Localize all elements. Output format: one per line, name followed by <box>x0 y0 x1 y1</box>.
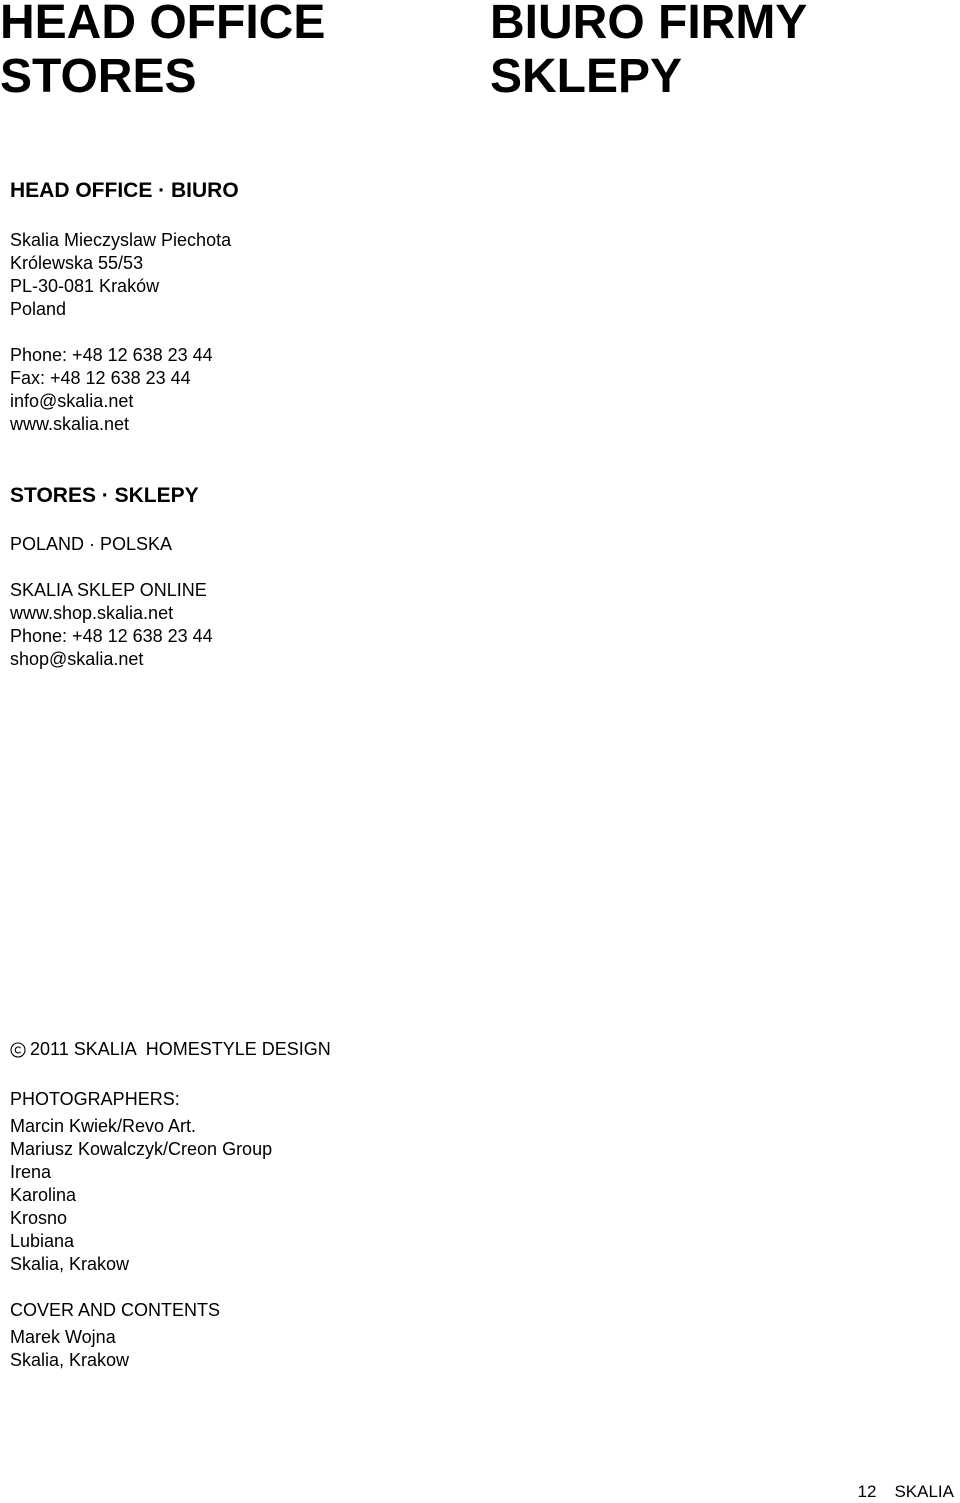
stores-title: STORES · SKLEPY <box>10 484 199 507</box>
online-store-email-link[interactable]: shop@skalia.net <box>10 649 144 669</box>
heading-polish <box>490 0 807 104</box>
photographer-item: Karolina <box>10 1185 77 1205</box>
copyright-notice <box>10 1038 331 1061</box>
cover-credit-item: Marek Wojna <box>10 1327 116 1347</box>
copyright-icon <box>10 1042 26 1058</box>
office-fax: Fax: +48 12 638 23 44 <box>10 368 191 388</box>
heading-pl-line-1: BIURO FIRMY <box>490 0 808 49</box>
online-store-phone: Phone: +48 12 638 23 44 <box>10 626 213 646</box>
head-office-title: HEAD OFFICE · BIURO <box>10 179 239 202</box>
heading-pl-line-2: SKLEPY <box>490 50 683 103</box>
office-email-link[interactable]: info@skalia.net <box>10 391 134 411</box>
copyright-text: 2011 SKALIA HOMESTYLE DESIGN <box>30 1039 331 1059</box>
heading-english <box>0 0 325 104</box>
page-footer <box>858 1481 954 1503</box>
photographer-item: Marcin Kwiek/Revo Art. <box>10 1116 197 1136</box>
photographer-item: Skalia, Krakow <box>10 1254 130 1274</box>
address-line: Poland <box>10 299 67 319</box>
address-line: PL-30-081 Kraków <box>10 276 160 296</box>
photographer-item: Krosno <box>10 1208 68 1228</box>
office-phone: Phone: +48 12 638 23 44 <box>10 345 213 365</box>
address-line: Królewska 55/53 <box>10 253 144 273</box>
heading-en-line-2: STORES <box>0 50 197 103</box>
photographer-item: Irena <box>10 1162 52 1182</box>
page-number: 12 <box>857 1482 877 1501</box>
online-store-link[interactable]: www.shop.skalia.net <box>10 603 174 623</box>
office-website-link[interactable]: www.skalia.net <box>10 414 130 434</box>
heading-en-line-1: HEAD OFFICE <box>0 0 326 49</box>
online-store-name: SKALIA SKLEP ONLINE <box>10 580 207 600</box>
footer-brand: SKALIA <box>894 1482 954 1501</box>
photographers-title: PHOTOGRAPHERS: <box>10 1089 180 1109</box>
stores-region: POLAND · POLSKA <box>10 534 173 554</box>
photographer-item: Lubiana <box>10 1231 75 1251</box>
cover-credits-title: COVER AND CONTENTS <box>10 1300 221 1320</box>
photographer-item: Mariusz Kowalczyk/Creon Group <box>10 1139 273 1159</box>
address-line: Skalia Mieczyslaw Piechota <box>10 230 232 250</box>
cover-credit-item: Skalia, Krakow <box>10 1350 130 1370</box>
